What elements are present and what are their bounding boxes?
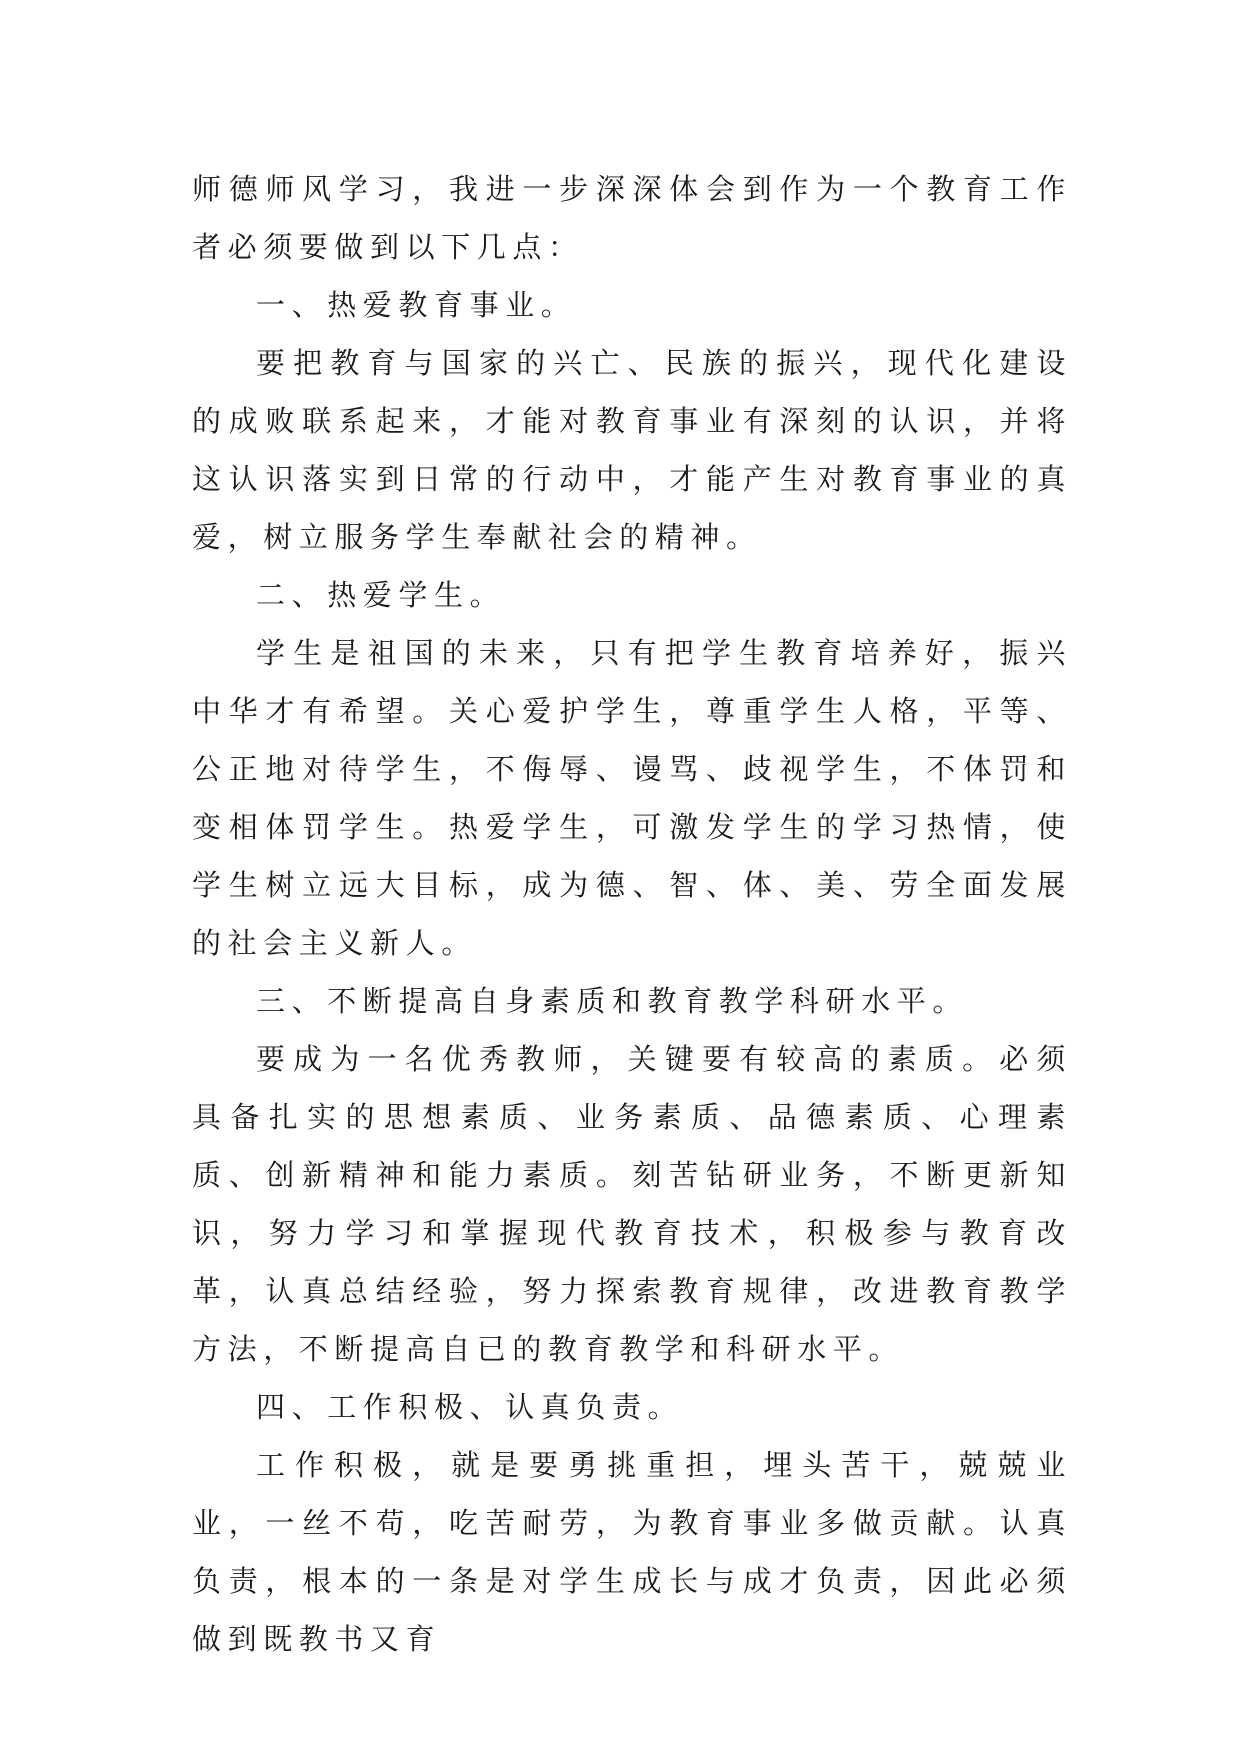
heading-point-2: 二、热爱学生。	[256, 578, 506, 612]
paragraph-point-1: 要把教育与国家的兴亡、民族的振兴，现代化建设的成败联系起来，才能对教育事业有深刻的认识，并将这认识落实到日常的行动中，才能产生对教育事业的真爱，树立服务学生奉献社会的精神。	[192, 346, 1072, 554]
heading-point-4: 四、工作积极、认真负责。	[256, 1390, 684, 1424]
heading-point-3: 三、不断提高自身素质和教育教学科研水平。	[256, 984, 969, 1018]
paragraph-point-2: 学生是祖国的未来，只有把学生教育培养好，振兴中华才有希望。关心爱护学生，尊重学生人格，平等、公正地对待学生，不侮辱、谩骂、歧视学生，不体罚和变相体罚学生。热爱学生，可激发学生的学习热情，使学生树立远大目标，成为德、智、体、美、劳全面发展的社会主义新人。	[192, 636, 1072, 960]
paragraph-point-3: 要成为一名优秀教师，关键要有较高的素质。必须具备扎实的思想素质、业务素质、品德素质、心理素质、创新精神和能力素质。刻苦钻研业务，不断更新知识，努力学习和掌握现代教育技术，积极参与教育改革，认真总结经验，努力探索教育规律，改进教育教学方法，不断提高自已的教育教学和科研水平。	[192, 1042, 1072, 1366]
paragraph-intro: 师德师风学习，我进一步深深体会到作为一个教育工作者必须要做到以下几点：	[192, 172, 1072, 264]
document-body	[192, 160, 1072, 1668]
heading-point-1: 一、热爱教育事业。	[256, 288, 577, 322]
paragraph-point-4: 工作积极，就是要勇挑重担，埋头苦干，兢兢业业，一丝不苟，吃苦耐劳，为教育事业多做贡献。认真负责，根本的一条是对学生成长与成才负责，因此必须做到既教书又育	[192, 1448, 1072, 1656]
